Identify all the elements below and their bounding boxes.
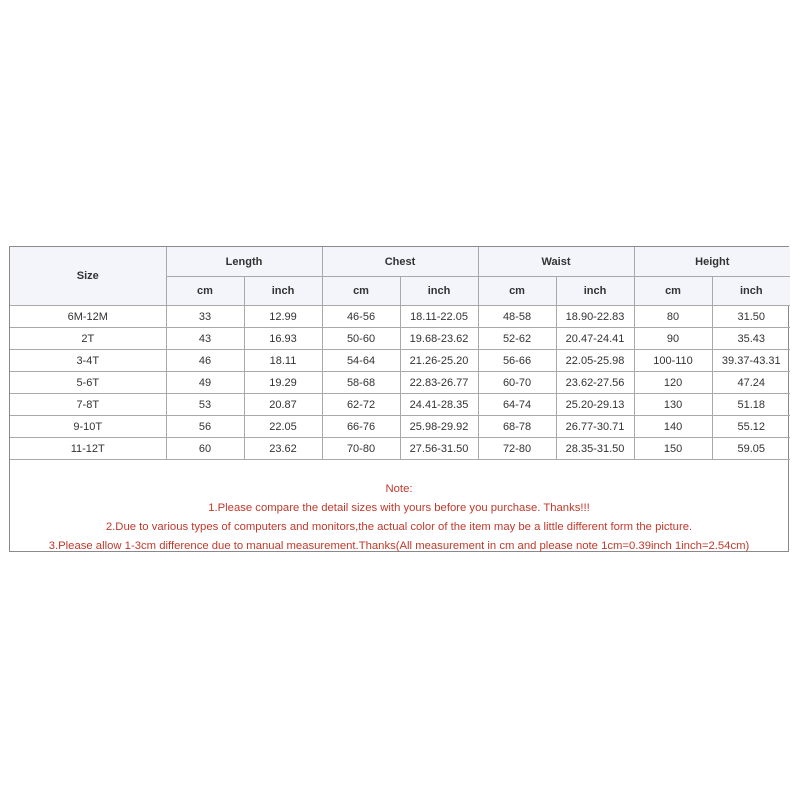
table-row [10,416,790,438]
table-row [10,328,790,350]
table-cell: 64-74 [478,394,556,416]
size-cell: 2T [10,328,166,350]
table-cell: 21.26-25.20 [400,350,478,372]
table-cell: 100-110 [634,350,712,372]
table-cell: 39.37-43.31 [712,350,790,372]
note-line: 3.Please allow 1-3cm difference due to manual measurement.Thanks(All measurement in cm and please note 1cm=0.39inch 1inch=2.54cm) [48,540,750,552]
table-cell: 54-64 [322,350,400,372]
unit-header: inch [400,277,478,306]
size-cell: 11-12T [10,438,166,460]
table-cell: 23.62 [244,438,322,460]
table-row [10,350,790,372]
note-line: 1.Please compare the detail sizes with yours before you purchase. Thanks!!! [208,502,590,514]
table-cell: 49 [166,372,244,394]
table-cell: 68-78 [478,416,556,438]
length-header: Length [166,247,322,277]
table-cell: 16.93 [244,328,322,350]
table-cell: 19.29 [244,372,322,394]
size-chart [9,246,789,552]
table-cell: 25.20-29.13 [556,394,634,416]
unit-header: inch [244,277,322,306]
table-cell: 50-60 [322,328,400,350]
table-row [10,394,790,416]
size-cell: 5-6T [10,372,166,394]
table-cell: 20.47-24.41 [556,328,634,350]
table-cell: 130 [634,394,712,416]
table-cell: 33 [166,306,244,328]
table-cell: 56-66 [478,350,556,372]
table-cell: 60 [166,438,244,460]
table-body [10,306,790,460]
table-cell: 51.18 [712,394,790,416]
note-line: 2.Due to various types of computers and monitors,the actual color of the item may be a little different form the picture. [105,521,693,533]
table-cell: 43 [166,328,244,350]
height-header: Height [634,247,790,277]
table-cell: 47.24 [712,372,790,394]
table-cell: 31.50 [712,306,790,328]
table-cell: 25.98-29.92 [400,416,478,438]
table-row [10,372,790,394]
table-cell: 140 [634,416,712,438]
table-cell: 12.99 [244,306,322,328]
table-cell: 66-76 [322,416,400,438]
table-cell: 35.43 [712,328,790,350]
size-cell: 6M-12M [10,306,166,328]
table-cell: 120 [634,372,712,394]
table-cell: 19.68-23.62 [400,328,478,350]
table-cell: 24.41-28.35 [400,394,478,416]
unit-header: cm [634,277,712,306]
unit-header: inch [556,277,634,306]
table-cell: 20.87 [244,394,322,416]
table-cell: 22.05-25.98 [556,350,634,372]
table-cell: 58-68 [322,372,400,394]
table-cell: 18.90-22.83 [556,306,634,328]
table-cell: 28.35-31.50 [556,438,634,460]
table-cell: 60-70 [478,372,556,394]
size-cell: 3-4T [10,350,166,372]
notes-section [10,460,788,556]
table-cell: 22.05 [244,416,322,438]
size-cell: 7-8T [10,394,166,416]
table-cell: 27.56-31.50 [400,438,478,460]
table-cell: 53 [166,394,244,416]
table-cell: 62-72 [322,394,400,416]
table-cell: 48-58 [478,306,556,328]
table-cell: 18.11 [244,350,322,372]
unit-header: cm [478,277,556,306]
table-cell: 56 [166,416,244,438]
size-header: Size [10,247,166,306]
chest-header: Chest [322,247,478,277]
table-cell: 46-56 [322,306,400,328]
table-cell: 18.11-22.05 [400,306,478,328]
waist-header: Waist [478,247,634,277]
table-cell: 52-62 [478,328,556,350]
unit-header: cm [322,277,400,306]
table-row [10,438,790,460]
table-cell: 90 [634,328,712,350]
table-cell: 80 [634,306,712,328]
table-cell: 72-80 [478,438,556,460]
table-cell: 55.12 [712,416,790,438]
unit-header: inch [712,277,790,306]
header-row-groups [10,247,790,277]
table-cell: 59.05 [712,438,790,460]
unit-header: cm [166,277,244,306]
table-cell: 70-80 [322,438,400,460]
table-cell: 46 [166,350,244,372]
table-cell: 26.77-30.71 [556,416,634,438]
size-table [10,247,790,460]
table-cell: 150 [634,438,712,460]
table-cell: 22.83-26.77 [400,372,478,394]
note-title: Note: [385,483,413,495]
table-cell: 23.62-27.56 [556,372,634,394]
size-cell: 9-10T [10,416,166,438]
table-row [10,306,790,328]
